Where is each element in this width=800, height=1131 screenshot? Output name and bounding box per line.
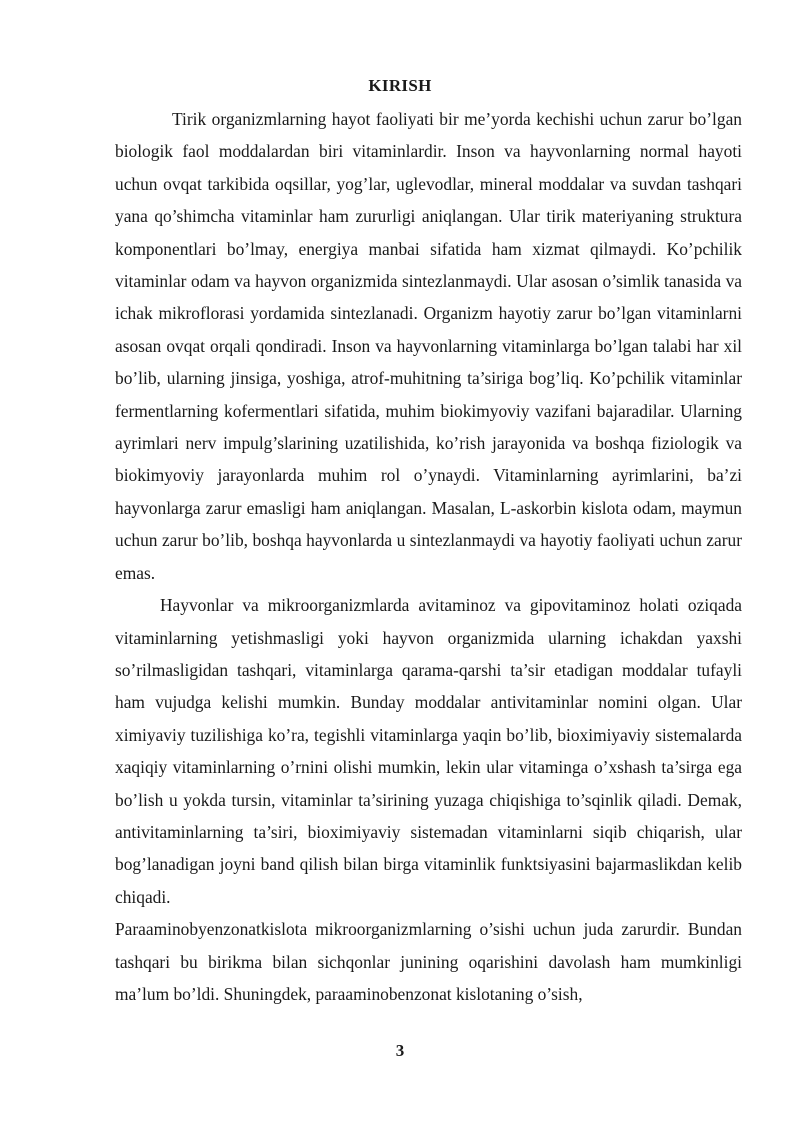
section-heading: KIRISH xyxy=(368,76,432,95)
document-body xyxy=(115,103,742,1010)
paragraph-paraaminobenzoic-acid: Paraaminobyenzonatkislota mikroorganizmlarning o’sishi uchun juda zarurdir. Bundan tashqari bu birikma bilan sichqonlar junining oqarishini davolash ham mumkinligi ma’lum bo’ldi. Shuningdek, paraaminobenzonat kislotaning o’sish, xyxy=(115,919,742,1004)
paragraph-vitamins-intro: Tirik organizmlarning hayot faoliyati bir me’yorda kechishi uchun zarur bo’lgan biologik faol moddalardan biri vitaminlardir. Inson va hayvonlarning normal hayoti uchun ovqat tarkibida oqsillar, yog’lar, uglevodlar, mineral moddalar va suvdan tashqari yana qo’shimcha vitaminlar ham zururligi aniqlangan. Ular tirik materiyaning struktura komponentlari bo’lmay, energiya manbai sifatida ham xizmat qilmaydi. Ko’pchilik vitaminlar odam va hayvon organizmida sintezlanmaydi. Ular asosan o’simlik tanasida va ichak mikroflorasi yordamida sintezlanadi. Organizm hayotiy zarur bo’lgan vitaminlarni asosan ovqat orqali qondiradi. Inson va hayvonlarning vitaminlarga bo’lgan talabi har xil bo’lib, ularning jinsiga, yoshiga, atrof-muhitning ta’siriga bog’liq. Ko’pchilik vitaminlar fermentlarning kofermentlari sifatida, muhim biokimyoviy vazifani bajaradilar. Ularning ayrimlari nerv impulg’slarining uzatilishida, ko’rish jarayonida va boshqa fiziologik va biokimyoviy jarayonlarda muhim rol o’ynaydi. Vitaminlarning ayrimlarini, ba’zi hayvonlarga zarur emasligi ham aniqlangan. Masalan, L-askorbin kislota odam, maymun uchun zarur bo’lib, boshqa hayvonlarda u sintezlanmaydi va hayotiy faoliyati uchun zarur emas. xyxy=(115,109,742,583)
page-number: 3 xyxy=(395,1041,405,1060)
paragraph-antivitamins: Hayvonlar va mikroorganizmlarda avitaminoz va gipovitaminoz holati oziqada vitaminlarning yetishmasligi yoki hayvon organizmida ularning ichakdan yaxshi so’rilmasligidan tashqari, vitaminlarga qarama-qarshi ta’sir etadigan moddalar tufayli ham vujudga kelishi mumkin. Bunday moddalar antivitaminlar nomini olgan. Ular ximiyaviy tuzilishiga ko’ra, tegishli vitaminlarga yaqin bo’lib, bioximiyaviy sistemalarda xaqiqiy vitaminlarning o’rnini olishi mumkin, lekin ular vitaminga o’xshash ta’sirga ega bo’lish u yokda tursin, vitaminlar ta’sirining yuzaga chiqishiga to’sqinlik qiladi. Demak, antivitaminlarning ta’siri, bioximiyaviy sistemadan vitaminlarni siqib chiqarish, ular bog’lanadigan joyni band qilish bilan birga vitaminlik funktsiyasini bajarmaslikdan kelib chiqadi. xyxy=(115,595,742,907)
